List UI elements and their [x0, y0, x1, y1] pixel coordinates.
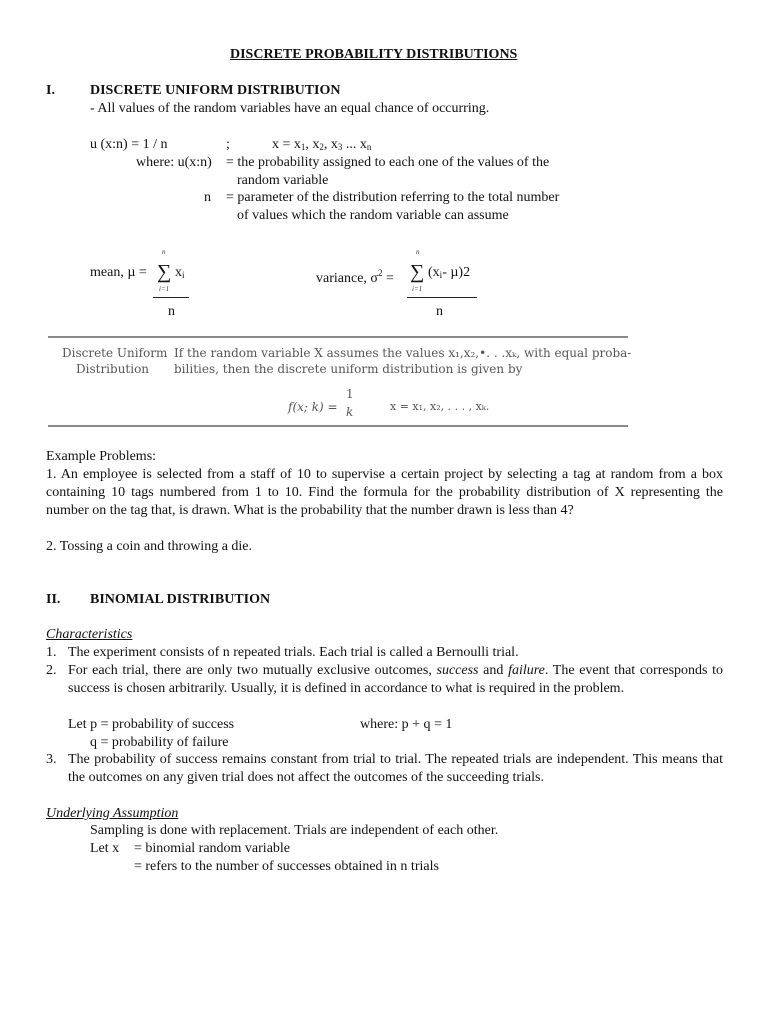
item-3-text: The probability of success remains constant from trial to trial. The repeated trials are independent. This means that the outcomes on any given trial does not affect the outcomes of the succeeding trials.	[68, 752, 723, 785]
item-1-text: The experiment consists of n repeated trials. Each trial is called a Bernoulli trial.	[68, 645, 519, 660]
mean-term: $x_i$	[175, 265, 185, 280]
let-q-line: q = probability of failure	[90, 735, 229, 750]
section-1-number: I.	[46, 83, 55, 98]
where-definition: = the probability assigned to each one of the values of the	[226, 155, 550, 170]
scan-formula-denominator: k	[346, 405, 354, 419]
scan-text-line1: If the random variable X assumes the values x₁,x₂,•. . .xₖ, with equal proba-	[174, 346, 632, 360]
variance-label: variance, $\sigma^2$ =	[316, 268, 394, 286]
variance-fraction-line	[407, 297, 477, 298]
where-label: where: u(x:n)	[136, 155, 212, 170]
item-1-number: 1.	[46, 645, 57, 660]
variance-sum-upper: n	[416, 248, 420, 256]
assumption-heading: Underlying Assumption	[46, 806, 179, 821]
example-problem-1: 1. An employee is selected from a staff of 10 to supervise a certain project by selecting a tag at random from a box containing 10 tags numbered from 1 to 10. Find the formula for the probability distribution of X representing the number on the tag that, is drawn. What is the probability that the number drawn is less than 4?	[46, 467, 723, 518]
variance-sigma: ∑	[410, 261, 425, 283]
section-2-number: II.	[46, 592, 61, 607]
mean-sum-lower: i=1	[159, 285, 170, 293]
let-p-line: Let p = probability of success	[68, 717, 235, 732]
mean-fraction-line	[153, 297, 189, 298]
mean-sum-upper: n	[162, 248, 166, 256]
mean-sigma: ∑	[157, 261, 172, 283]
where-p-plus-q: where: p + q = 1	[360, 717, 453, 732]
variance-sum-lower: i=1	[412, 285, 423, 293]
section-2-heading: BINOMIAL DISTRIBUTION	[90, 592, 271, 607]
variance-denominator: n	[436, 304, 443, 319]
let-x-label: Let x	[90, 841, 120, 856]
variance-term: ($x_i-$ µ)2	[428, 265, 471, 280]
scan-label-line1: Discrete Uniform	[62, 346, 168, 360]
assumption-text: Sampling is done with replacement. Trials are independent of each other.	[90, 823, 499, 838]
n-definition: = parameter of the distribution referring to the total number	[226, 190, 560, 205]
examples-heading: Example Problems:	[46, 449, 157, 464]
scan-bottom-rule	[48, 425, 628, 427]
scan-top-rule	[48, 336, 628, 338]
mean-denominator: n	[168, 304, 175, 319]
n-definition-cont: of values which the random variable can assume	[237, 208, 509, 223]
scan-label-line2: Distribution	[76, 362, 150, 376]
item-2-text: For each trial, there are only two mutually exclusive outcomes, success and failure. The event that corresponds to success is chosen arbitrarily. Usually, it is defined in accordance to what is required in the problem.	[68, 663, 724, 696]
section-1-description: - All values of the random variables have an equal chance of occurring.	[90, 101, 490, 116]
example-problem-2: 2. Tossing a coin and throwing a die.	[46, 539, 253, 554]
let-x-definition-2: = refers to the number of successes obtained in n trials	[134, 859, 439, 874]
section-1-heading: DISCRETE UNIFORM DISTRIBUTION	[90, 83, 341, 98]
let-x-definition: = binomial random variable	[134, 841, 291, 856]
page-title: DISCRETE PROBABILITY DISTRIBUTIONS	[230, 47, 518, 62]
where-definition-cont: random variable	[237, 173, 329, 188]
item-2-number: 2.	[46, 663, 57, 678]
n-label: n	[204, 190, 211, 205]
scan-text-line2: bilities, then the discrete uniform distribution is given by	[174, 362, 523, 376]
uniform-formula-separator: ;	[226, 137, 230, 152]
scan-formula-rhs: x = x₁, x₂, . . . , xₖ.	[390, 400, 490, 413]
mean-label: mean, µ =	[90, 265, 147, 280]
scan-formula-numerator: 1	[346, 387, 354, 401]
scan-formula-lhs: f(x; k) =	[288, 400, 338, 414]
item-3-number: 3.	[46, 752, 57, 767]
uniform-formula-lhs: u (x:n) = 1 / n	[90, 137, 168, 152]
uniform-formula-domain: $x = x_1$, $x_2$, $x_3$ ... $x_n$	[272, 137, 372, 152]
characteristics-heading: Characteristics	[46, 627, 133, 642]
